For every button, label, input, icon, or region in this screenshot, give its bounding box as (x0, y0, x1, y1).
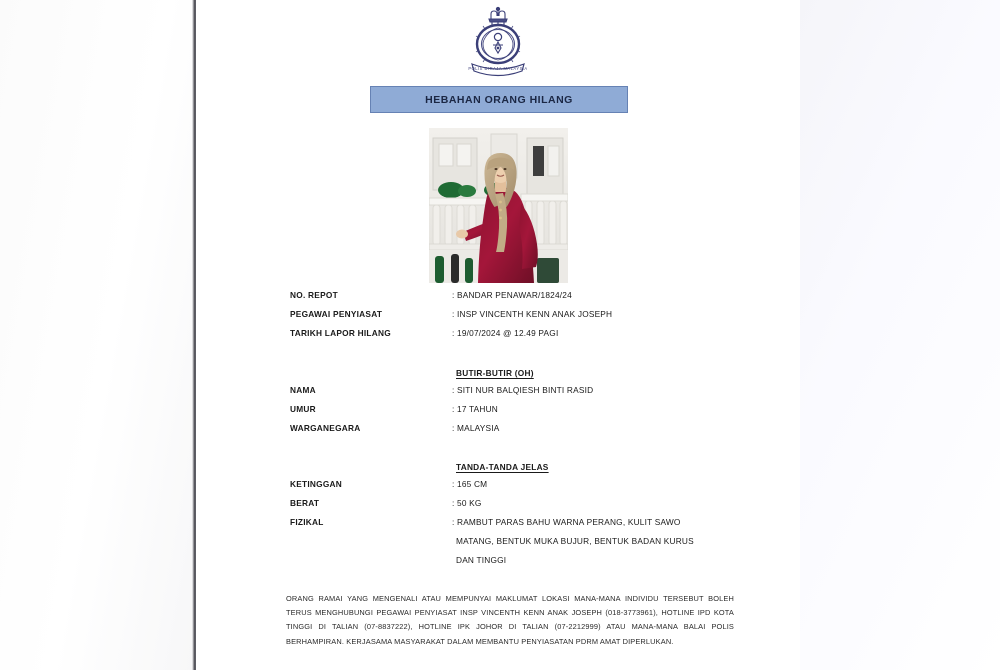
left-gutter (0, 0, 193, 670)
field-value-fizikal-line2: MATANG, BENTUK MUKA BUJUR, BENTUK BADAN KURUS (456, 536, 694, 546)
pdrm-police-crest-icon (465, 6, 531, 78)
table-row (196, 479, 800, 498)
field-value-pegawai-penyiasat: : INSP VINCENTH KENN ANAK JOSEPH (452, 309, 613, 319)
tanda-tanda-jelas-block (196, 479, 800, 574)
field-label-nama: NAMA (290, 385, 316, 395)
field-label-no-repot: NO. REPOT (290, 290, 338, 300)
section-heading-tanda-tanda-jelas: TANDA-TANDA JELAS (456, 462, 549, 472)
field-label-tarikh-lapor-hilang: TARIKH LAPOR HILANG (290, 328, 391, 338)
table-row (196, 328, 800, 347)
crest-motto-text: POLIS DIRAJA MALAYSIA (468, 66, 528, 72)
public-appeal-paragraph: ORANG RAMAI YANG MENGENALI ATAU MEMPUNYAI MAKLUMAT LOKASI MANA-MANA INDIVIDU TERSEBUT BOLEH TERUS MENGHUBUNGI PEGAWAI PENYIASAT INSP VINCENTH KENN ANAK JOSEPH (018-3773961), HOTLINE IPD KOTA TINGGI DI TALIAN (07-8837222), HOTLINE IPK JOHOR DI TALIAN (07-2212999) ATAU MANA-MANA BALAI POLIS BERHAMPIRAN. KERJASAMA MASYARAKAT DALAM MEMBANTU PENYIASATAN PDRM AMAT DIPERLUKAN. (286, 594, 734, 646)
field-value-warganegara: : MALAYSIA (452, 423, 500, 433)
missing-person-photo (429, 128, 568, 283)
field-value-berat: : 50 KG (452, 498, 482, 508)
section-heading-butir-butir: BUTIR-BUTIR (OH) (456, 368, 534, 378)
field-label-ketinggan: KETINGGAN (290, 479, 343, 489)
field-value-fizikal-line3: DAN TINGGI (456, 555, 507, 565)
banner-title-box (370, 86, 628, 113)
field-value-nama: : SITI NUR BALQIESH BINTI RASID (452, 385, 594, 395)
photo-graphic (429, 128, 568, 283)
report-details-block (196, 290, 800, 347)
table-row (196, 517, 800, 536)
field-label-berat: BERAT (290, 498, 320, 508)
table-row (196, 404, 800, 423)
right-gutter (800, 0, 1000, 670)
field-value-umur: : 17 TAHUN (452, 404, 498, 414)
field-label-umur: UMUR (290, 404, 316, 414)
field-label-warganegara: WARGANEGARA (290, 423, 361, 433)
table-row (196, 498, 800, 517)
field-value-fizikal-line1: : RAMBUT PARAS BAHU WARNA PERANG, KULIT SAWO (452, 517, 681, 527)
banner-title-text: HEBAHAN ORANG HILANG (425, 93, 573, 106)
table-row-continuation (196, 555, 800, 574)
field-value-ketinggan: : 165 CM (452, 479, 488, 489)
field-label-fizikal: FIZIKAL (290, 517, 324, 527)
table-row (196, 385, 800, 404)
missing-person-notice-page (196, 0, 800, 670)
field-value-no-repot: : BANDAR PENAWAR/1824/24 (452, 290, 572, 300)
field-label-pegawai-penyiasat: PEGAWAI PENYIASAT (290, 309, 383, 319)
crest-container (196, 6, 800, 78)
table-row (196, 290, 800, 309)
table-row-continuation (196, 536, 800, 555)
table-row (196, 423, 800, 442)
field-value-tarikh-lapor-hilang: : 19/07/2024 @ 12.49 PAGI (452, 328, 559, 338)
table-row (196, 309, 800, 328)
butir-butir-block (196, 385, 800, 442)
